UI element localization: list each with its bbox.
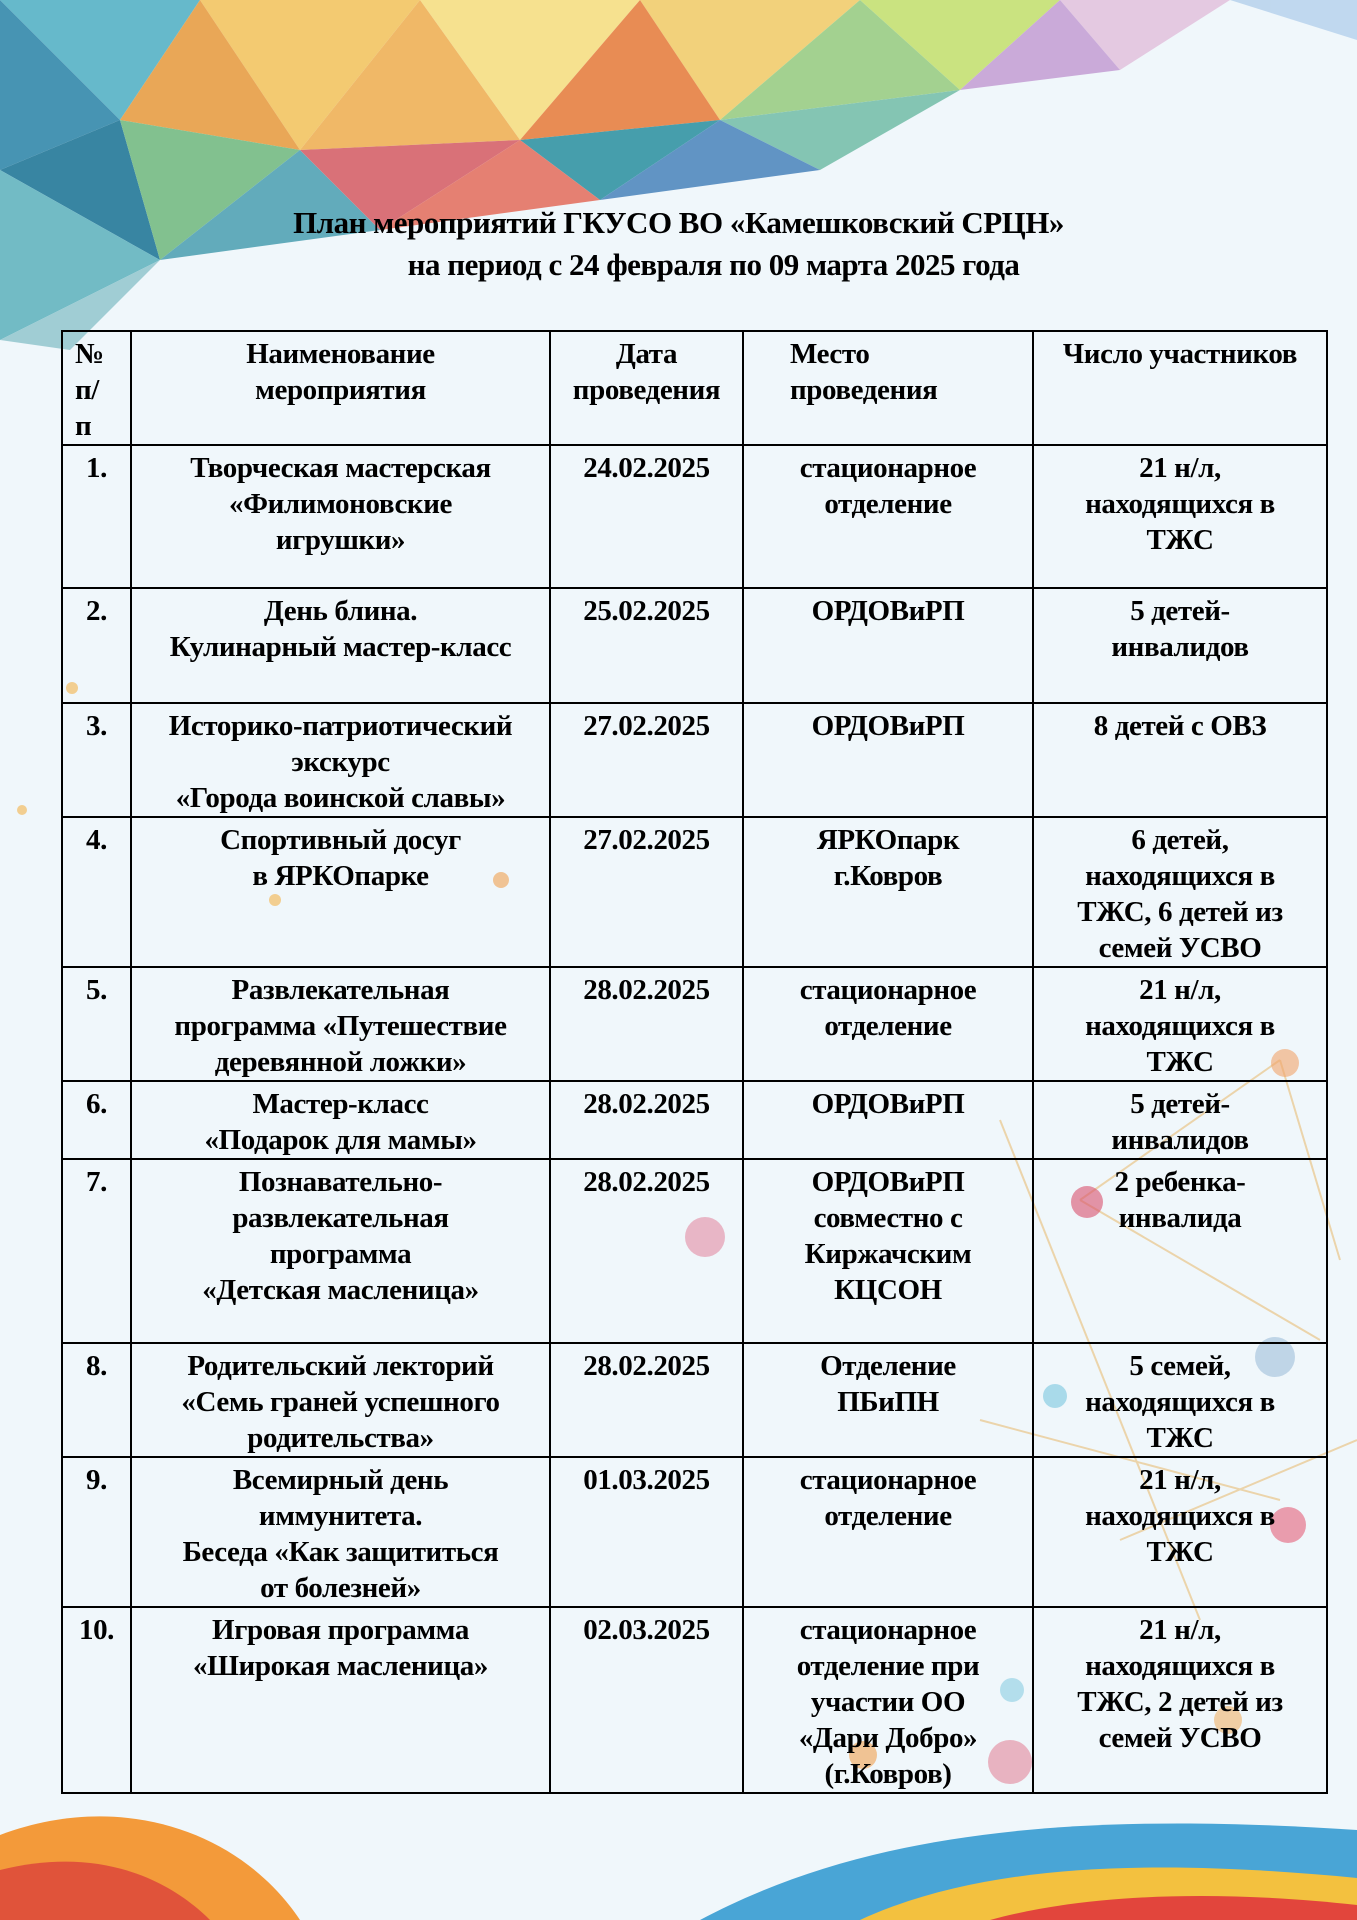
table-row — [62, 703, 1327, 817]
event-date: 01.03.2025 — [550, 1457, 743, 1607]
header-place: Место проведения — [743, 331, 1033, 445]
event-date: 28.02.2025 — [550, 1343, 743, 1457]
event-place: Отделение ПБиПН — [743, 1343, 1033, 1457]
event-date: 28.02.2025 — [550, 1159, 743, 1343]
row-number: 3. — [62, 703, 131, 817]
event-name: Всемирный день иммунитета. Беседа «Как защититься от болезней» — [131, 1457, 550, 1607]
table-row — [62, 1081, 1327, 1159]
event-participants: 6 детей, находящихся в ТЖС, 6 детей из семей УСВО — [1033, 817, 1327, 967]
document-subtitle: на период с 24 февраля по 09 марта 2025 года — [407, 247, 1020, 282]
event-place: ОРДОВиРП — [743, 703, 1033, 817]
event-name: Творческая мастерская «Филимоновские игрушки» — [131, 445, 550, 588]
event-participants: 21 н/л, находящихся в ТЖС — [1033, 967, 1327, 1081]
header-event-name: Наименование мероприятия — [131, 331, 550, 445]
row-number: 1. — [62, 445, 131, 588]
table-row — [62, 588, 1327, 703]
event-name: Познавательно- развлекательная программа «Детская масленица» — [131, 1159, 550, 1343]
event-date: 24.02.2025 — [550, 445, 743, 588]
event-name: Мастер-класс «Подарок для мамы» — [131, 1081, 550, 1159]
event-place: стационарное отделение — [743, 1457, 1033, 1607]
event-participants: 5 семей, находящихся в ТЖС — [1033, 1343, 1327, 1457]
event-place: ОРДОВиРП — [743, 1081, 1033, 1159]
event-date: 02.03.2025 — [550, 1607, 743, 1793]
table-header-row — [62, 331, 1327, 445]
event-place: ОРДОВиРП — [743, 588, 1033, 703]
events-table — [61, 330, 1328, 1794]
event-name: День блина. Кулинарный мастер-класс — [131, 588, 550, 703]
table-row — [62, 1457, 1327, 1607]
event-date: 28.02.2025 — [550, 1081, 743, 1159]
row-number: 8. — [62, 1343, 131, 1457]
row-number: 9. — [62, 1457, 131, 1607]
event-participants: 21 н/л, находящихся в ТЖС, 2 детей из семей УСВО — [1033, 1607, 1327, 1793]
table-row — [62, 967, 1327, 1081]
event-date: 25.02.2025 — [550, 588, 743, 703]
event-place: ЯРКОпарк г.Ковров — [743, 817, 1033, 967]
event-place: ОРДОВиРП совместно с Киржачским КЦСОН — [743, 1159, 1033, 1343]
table-row — [62, 1343, 1327, 1457]
event-date: 27.02.2025 — [550, 817, 743, 967]
event-participants: 8 детей с ОВЗ — [1033, 703, 1327, 817]
header-participants: Число участников — [1033, 331, 1327, 445]
event-place: стационарное отделение — [743, 445, 1033, 588]
event-place: стационарное отделение при участии ОО «Дари Добро» (г.Ковров) — [743, 1607, 1033, 1793]
event-name: Развлекательная программа «Путешествие деревянной ложки» — [131, 967, 550, 1081]
table-row — [62, 1159, 1327, 1343]
table-row — [62, 1607, 1327, 1793]
header-date: Дата проведения — [550, 331, 743, 445]
event-date: 28.02.2025 — [550, 967, 743, 1081]
event-name: Спортивный досуг в ЯРКОпарке — [131, 817, 550, 967]
row-number: 2. — [62, 588, 131, 703]
table-row — [62, 445, 1327, 588]
row-number: 4. — [62, 817, 131, 967]
row-number: 6. — [62, 1081, 131, 1159]
table-row — [62, 817, 1327, 967]
header-number: № п/ п — [62, 331, 131, 445]
row-number: 10. — [62, 1607, 131, 1793]
row-number: 7. — [62, 1159, 131, 1343]
event-participants: 5 детей- инвалидов — [1033, 588, 1327, 703]
document-title: План мероприятий ГКУСО ВО «Камешковский СРЦН» — [293, 205, 1064, 240]
event-participants: 5 детей- инвалидов — [1033, 1081, 1327, 1159]
event-participants: 21 н/л, находящихся в ТЖС — [1033, 1457, 1327, 1607]
event-participants: 2 ребенка- инвалида — [1033, 1159, 1327, 1343]
event-name: Игровая программа «Широкая масленица» — [131, 1607, 550, 1793]
row-number: 5. — [62, 967, 131, 1081]
event-name: Родительский лекторий «Семь граней успешного родительства» — [131, 1343, 550, 1457]
event-date: 27.02.2025 — [550, 703, 743, 817]
event-name: Историко-патриотический экскурс «Города воинской славы» — [131, 703, 550, 817]
event-place: стационарное отделение — [743, 967, 1033, 1081]
event-participants: 21 н/л, находящихся в ТЖС — [1033, 445, 1327, 588]
